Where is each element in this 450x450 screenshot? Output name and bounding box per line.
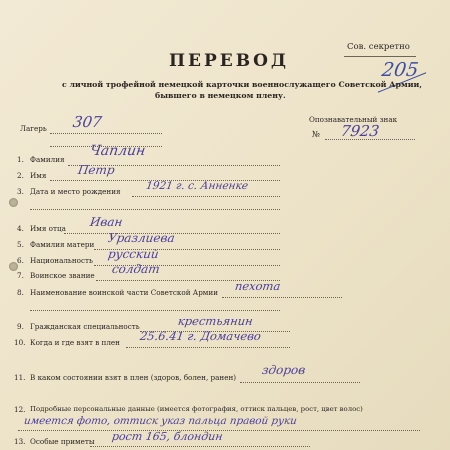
field-6-number: 6.: [17, 256, 24, 265]
document-subtitle-line2: бывшего в немецком плену.: [155, 91, 286, 100]
field-11-label: В каком состоянии взят в плен (здоров, болен, ранен): [30, 373, 237, 382]
field-13-underline: [90, 446, 310, 447]
camp-label: Лагерь: [20, 124, 47, 133]
document-subtitle-line1: с личной трофейной немецкой карточки военнослужащего Советской Армии,: [62, 80, 422, 89]
field-12-value: имеется фото, оттиск указ пальца правой руки: [23, 415, 298, 427]
id-mark-prefix: №: [312, 130, 321, 140]
document-title: ПЕРЕВОД: [169, 51, 290, 71]
field-8-second-line: [30, 310, 280, 311]
field-5-value: Уразлиева: [107, 231, 176, 245]
field-8-label: Наименование воинской части Советской Армии: [30, 288, 218, 297]
punch-hole-top: [9, 198, 18, 207]
field-12-number: 12.: [14, 405, 26, 414]
field-8-value: пехота: [234, 279, 282, 293]
camp-value: 307: [71, 113, 103, 131]
id-mark-label: Опознавательный знак: [309, 115, 398, 124]
field-12-label: Подробные персональные данные (имеется фотография, оттиск пальцев, рост, цвет волос): [30, 405, 363, 413]
field-4-value: Иван: [89, 215, 124, 229]
field-1-number: 1.: [17, 155, 24, 164]
classification-underline: [344, 56, 416, 57]
field-13-value: рост 165, блондин: [111, 430, 224, 443]
field-5-label: Фамилия матери: [30, 240, 95, 249]
field-9-number: 9.: [17, 322, 24, 331]
field-8-number: 8.: [17, 288, 24, 297]
field-3-value: 1921 г. с. Анненке: [145, 180, 249, 192]
field-2-number: 2.: [17, 171, 24, 180]
field-2-label: Имя: [30, 171, 47, 180]
field-9-label: Гражданская специальность: [30, 322, 140, 331]
field-5-number: 5.: [17, 240, 24, 249]
id-mark-underline: [325, 139, 415, 140]
field-3-label: Дата и место рождения: [30, 187, 121, 196]
field-11-number: 11.: [14, 373, 26, 382]
field-7-value: солдат: [111, 262, 161, 276]
field-7-label: Воинское звание: [30, 271, 95, 280]
camp-underline: [50, 133, 162, 134]
field-3-number: 3.: [17, 187, 24, 196]
field-1-value: Чаплин: [88, 143, 147, 159]
field-13-number: 13.: [14, 437, 26, 446]
field-9-value: крестьянин: [177, 314, 254, 328]
field-10-value: 25.6.41 г. Домачево: [139, 329, 262, 343]
field-6-label: Национальность: [30, 256, 93, 265]
id-mark-value: 7923: [339, 122, 381, 140]
handwritten-archive-number: 205: [380, 59, 420, 81]
field-1-label: Фамилия: [30, 155, 65, 164]
field-4-number: 4.: [17, 224, 24, 233]
field-13-label: Особые приметы: [30, 437, 95, 446]
classification-stamp: Сов. секретно: [347, 42, 410, 52]
field-4-label: Имя отца: [30, 224, 66, 233]
field-2-value: Петр: [77, 163, 116, 177]
field-8-underline: [222, 297, 342, 298]
field-7-number: 7.: [17, 271, 24, 280]
field-3-second-line: [30, 209, 280, 210]
field-11-value: здоров: [261, 363, 307, 377]
field-10-number: 10.: [14, 338, 26, 347]
field-6-value: русский: [107, 247, 160, 261]
field-11-underline: [240, 382, 360, 383]
field-10-label: Когда и где взят в плен: [30, 338, 120, 347]
field-3-underline: [132, 196, 280, 197]
field-10-underline: [126, 347, 290, 348]
